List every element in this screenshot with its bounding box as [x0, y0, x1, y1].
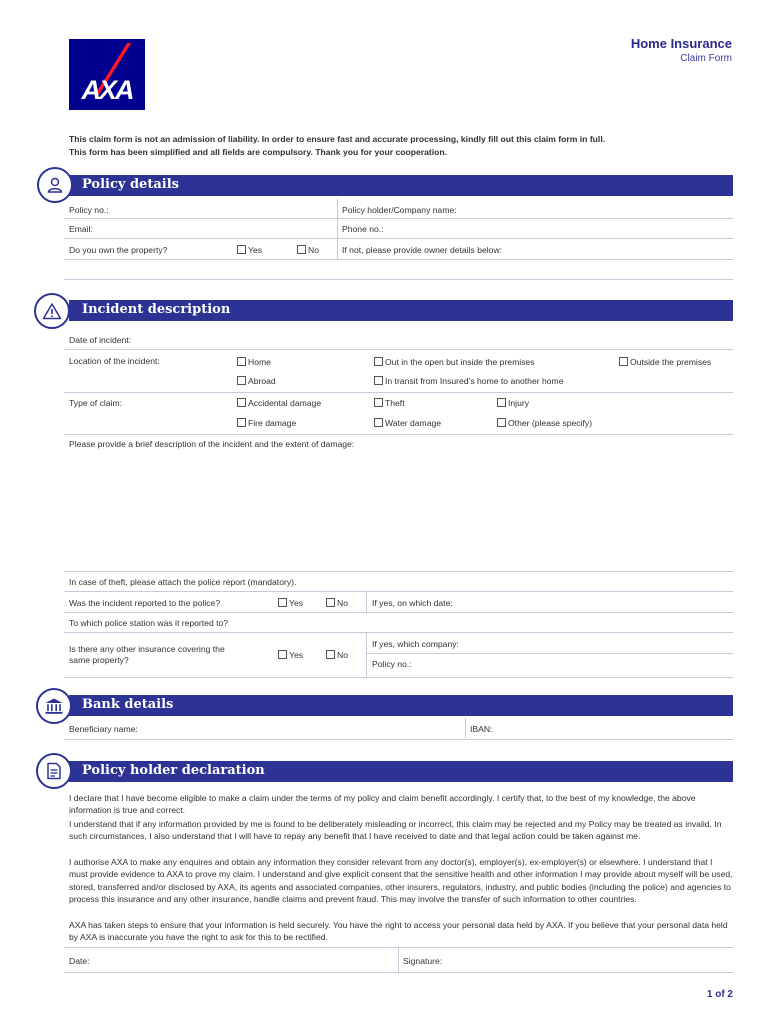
- other-policy-no-label: Policy no.:: [372, 659, 412, 669]
- divider: [64, 392, 733, 393]
- checkbox[interactable]: [374, 357, 383, 366]
- form-subtitle: Claim Form: [680, 53, 732, 64]
- document-icon: [36, 753, 72, 789]
- bank-icon: [36, 688, 72, 724]
- checkbox[interactable]: [497, 398, 506, 407]
- location-home-option[interactable]: Home: [237, 357, 271, 367]
- checkbox[interactable]: [326, 598, 335, 607]
- type-fire-option[interactable]: Fire damage: [237, 418, 296, 428]
- type-injury-option[interactable]: Injury: [497, 398, 529, 408]
- description-area[interactable]: [64, 452, 733, 570]
- holder-label: Policy holder/Company name:: [342, 205, 457, 215]
- insurance-yes-option[interactable]: Yes: [278, 650, 303, 660]
- type-accidental-option[interactable]: Accidental damage: [237, 398, 321, 408]
- divider: [64, 677, 733, 678]
- form-title: Home Insurance: [630, 36, 732, 51]
- intro-line-1: This claim form is not an admission of liability. In order to ensure fast and accurate processing, kindly fill out this claim form in full.: [69, 134, 606, 144]
- date-label: Date:: [69, 956, 90, 966]
- section-title: Bank details: [82, 697, 174, 712]
- declaration-paragraph-1: I declare that I have become eligible to make a claim under the terms of my policy and claim benefit accordingly. I certify that, to the best of my knowledge, the above information is true and correct.: [69, 793, 696, 816]
- warning-icon: [34, 293, 70, 329]
- description-label: Please provide a brief description of the incident and the extent of damage:: [69, 439, 355, 449]
- section-title: Incident description: [82, 302, 231, 317]
- declaration-paragraph-4: AXA has taken steps to ensure that your information is held securely. You have the right to access your personal data held by AXA. If you believe that your personal data held by AXA is inaccurate you have the right to ask for this to be rectified.: [69, 920, 728, 943]
- column-divider: [366, 633, 367, 677]
- column-divider: [398, 948, 399, 972]
- signature-label: Signature:: [403, 956, 443, 966]
- other-insurance-label: Is there any other insurance covering the same property?: [69, 644, 225, 665]
- policy-details-band: [69, 175, 733, 196]
- divider: [64, 259, 733, 260]
- divider: [64, 571, 733, 572]
- checkbox[interactable]: [497, 418, 506, 427]
- checkbox[interactable]: [297, 245, 306, 254]
- section-title: Policy details: [82, 177, 179, 192]
- divider: [64, 972, 733, 973]
- own-no-option[interactable]: No: [297, 245, 319, 255]
- divider: [64, 739, 733, 740]
- declaration-band: [69, 761, 733, 782]
- checkbox[interactable]: [237, 376, 246, 385]
- axa-logo: [69, 39, 145, 110]
- logo-text: AXA: [81, 75, 133, 105]
- intro-line-2: This form has been simplified and all fields are compulsory. Thank you for your cooperation.: [69, 146, 448, 157]
- checkbox[interactable]: [237, 418, 246, 427]
- date-of-incident-label: Date of incident:: [69, 335, 132, 345]
- checkbox[interactable]: [237, 398, 246, 407]
- which-company-label: If yes, which company:: [372, 639, 459, 649]
- which-date-label: If yes, on which date:: [372, 598, 453, 608]
- checkbox[interactable]: [326, 650, 335, 659]
- declaration-paragraph-2: I understand that if any information provided by me is found to be deliberately misleading or incorrect, this claim may be rejected and my Policy may be treated as invalid. In such circumstances, I also understand that I will have to repay any benefit that I have received to date and that legal action could be taken against me.: [69, 819, 722, 842]
- checkbox[interactable]: [374, 418, 383, 427]
- owner-details-label: If not, please provide owner details below:: [342, 245, 503, 255]
- intro-text: [69, 133, 605, 158]
- checkbox[interactable]: [278, 598, 287, 607]
- column-divider: [337, 199, 338, 259]
- declaration-paragraph-3: I authorise AXA to make any enquires and obtain any information they consider relevant from any doctor(s), employer(s), ex-employer(s) or elsewhere. I understand that I must provide evidence to AXA to prove my claim. I understand and give explicit consent that the sensitive health and other information I may provide about myself will be used, stored, transferred and/or disclosed by AXA, its agents and associated companies, other insurers, regulators, industry, and public bodies (including the police) and agencies to process this insurance and any other insurance, handle claims and prevent fraud. This may involve the transfer of such information to other countries.: [69, 857, 733, 904]
- divider: [64, 591, 733, 592]
- type-of-claim-label: Type of claim:: [69, 398, 123, 408]
- location-abroad-option[interactable]: Abroad: [237, 376, 276, 386]
- location-open-option[interactable]: Out in the open but inside the premises: [374, 357, 535, 367]
- checkbox[interactable]: [237, 357, 246, 366]
- divider: [64, 238, 733, 239]
- insurance-no-option[interactable]: No: [326, 650, 348, 660]
- location-outside-option[interactable]: Outside the premises: [619, 357, 711, 367]
- column-divider: [366, 592, 367, 612]
- divider: [366, 653, 733, 654]
- police-station-label: To which police station was it reported to?: [69, 618, 229, 628]
- checkbox[interactable]: [374, 398, 383, 407]
- checkbox[interactable]: [278, 650, 287, 659]
- checkbox[interactable]: [374, 376, 383, 385]
- beneficiary-label: Beneficiary name:: [69, 724, 138, 734]
- divider: [64, 349, 733, 350]
- divider: [64, 434, 733, 435]
- police-reported-label: Was the incident reported to the police?: [69, 598, 221, 608]
- page-number: 1 of 2: [706, 989, 733, 1000]
- divider: [64, 632, 733, 633]
- divider: [64, 279, 733, 280]
- own-property-label: Do you own the property?: [69, 245, 168, 255]
- type-theft-option[interactable]: Theft: [374, 398, 405, 408]
- person-icon: [37, 167, 73, 203]
- section-title: Policy holder declaration: [82, 763, 265, 778]
- location-transit-option[interactable]: In transit from Insured’s home to another home: [374, 376, 564, 386]
- police-yes-option[interactable]: Yes: [278, 598, 303, 608]
- type-other-option[interactable]: Other (please specify): [497, 418, 592, 428]
- divider: [64, 612, 733, 613]
- theft-note: In case of theft, please attach the police report (mandatory).: [69, 577, 297, 587]
- checkbox[interactable]: [619, 357, 628, 366]
- incident-band: [69, 300, 733, 321]
- police-no-option[interactable]: No: [326, 598, 348, 608]
- own-yes-option[interactable]: Yes: [237, 245, 262, 255]
- policy-no-label: Policy no.:: [69, 205, 109, 215]
- email-label: Email:: [69, 224, 93, 234]
- phone-label: Phone no.:: [342, 224, 384, 234]
- divider: [64, 218, 733, 219]
- location-label: Location of the incident:: [69, 356, 160, 366]
- column-divider: [465, 718, 466, 738]
- checkbox[interactable]: [237, 245, 246, 254]
- iban-label: IBAN:: [470, 724, 493, 734]
- bank-band: [69, 695, 733, 716]
- type-water-option[interactable]: Water damage: [374, 418, 441, 428]
